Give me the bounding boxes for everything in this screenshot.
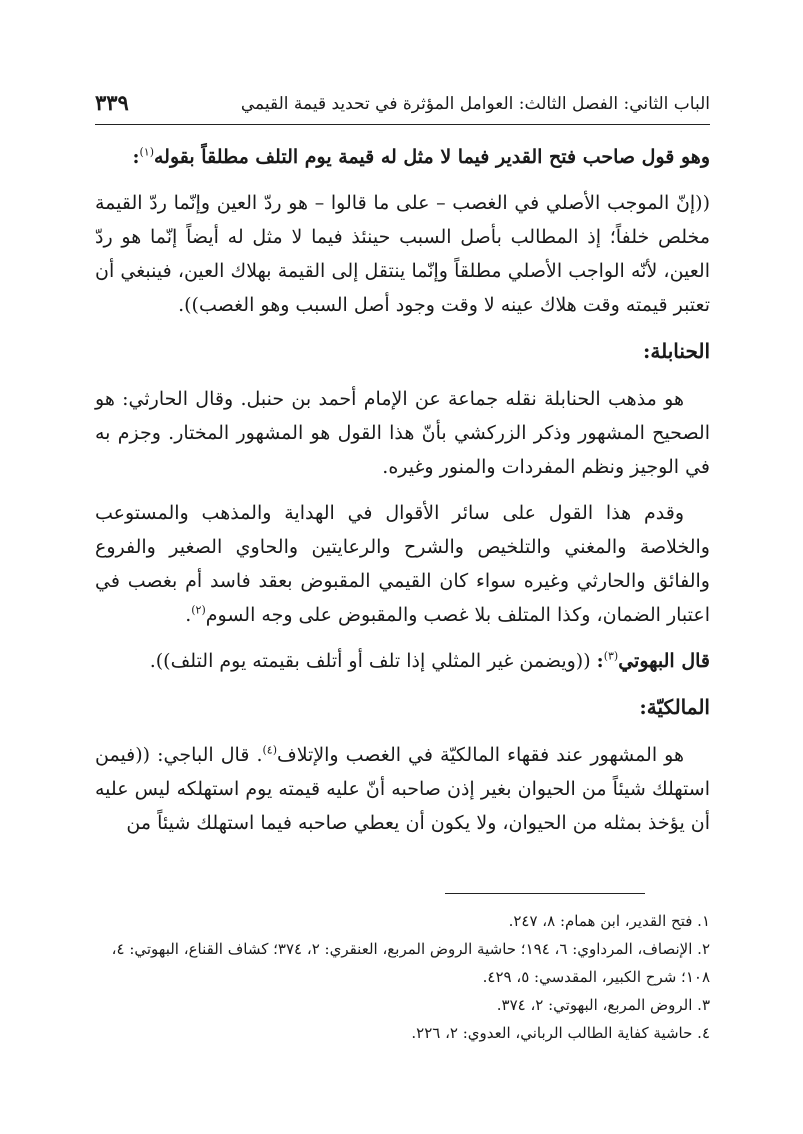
paragraph-malikiyya — [95, 738, 710, 840]
footnote-item: ٣. الروض المربع، البهوتي: ٢، ٣٧٤. — [496, 996, 710, 1014]
paragraph-hanabila-2-end: . — [185, 604, 192, 626]
footnote-item: ٢. الإنصاف، المرداوي: ٦، ١٩٤؛ حاشية الروض المربع، العنقري: ٢، ٣٧٤؛ كشاف القناع، البهوتي: ٤، ١٠٨؛ شرح الكبير، المقدسي: ٥، ٤٢٩. — [111, 940, 710, 986]
footnote-ref-1: (١) — [139, 145, 154, 159]
heading-hanabila: الحنابلة: — [643, 339, 710, 363]
main-text — [95, 140, 710, 852]
malikiyya-text-b: . قال الباجي: ((فيمن استهلك شيئاً من الحيوان بغير إذن صاحبه أنّ عليه قيمته يوم استهلكه ليس عليه أن يؤخذ بمثله من الحيوان، ولا يكون أن يعطي صاحبه فيما استهلك شيئاً من — [95, 744, 710, 834]
paragraph-hanabila-2-text: وقدم هذا القول على سائر الأقوال في الهداية والمذهب والمستوعب والخلاصة والمغني والتلخيص والشرح والرعايتين والحاوي الصغير والفروع والفائق والحارثي وغيره سواء كان القيمي المقبوض بعقد فاسد أم بغصب في اعتبار الضمان، وكذا المتلف بلا غصب والمقبوض على وجه السوم — [95, 502, 710, 626]
paragraph-quote-intro — [95, 140, 710, 174]
footnote-item: ٤. حاشية كفاية الطالب الرباني، العدوي: ٢، ٢٢٦. — [411, 1024, 710, 1042]
page-number: ٣٣٩ — [95, 90, 129, 115]
quote-intro-colon: : — [132, 146, 140, 168]
footnote-ref-3: (٣) — [603, 649, 619, 663]
paragraph-hanabila-2 — [95, 496, 710, 632]
paragraph-buhuti — [95, 644, 710, 678]
footnote-separator — [445, 893, 645, 894]
footnote-ref-2: (٢) — [191, 603, 206, 617]
heading-malikiyya: المالكيّة: — [639, 695, 710, 719]
buhuti-lead: قال البهوتي — [618, 650, 710, 672]
header-title: الباب الثاني: الفصل الثالث: العوامل المؤثرة في تحديد قيمة القيمي — [240, 94, 710, 114]
paragraph-hanabila-1: هو مذهب الحنابلة نقله جماعة عن الإمام أحمد بن حنبل. وقال الحارثي: هو الصحيح المشهور وذكر الزركشي بأنّ هذا القول هو المشهور المختار. وجزم به في الوجيز ونظم المفردات والمنور وغيره. — [95, 388, 710, 478]
malikiyya-text-a: هو المشهور عند فقهاء المالكيّة في الغصب والإتلاف — [277, 744, 684, 766]
running-header — [95, 84, 710, 125]
buhuti-quote: ((ويضمن غير المثلي إذا تلف أو أتلف بقيمته يوم التلف)). — [149, 650, 597, 672]
footnote-item: ١. فتح القدير، ابن همام: ٨، ٢٤٧. — [508, 912, 710, 930]
buhuti-colon: : — [596, 650, 604, 672]
paragraph-quote: ((إنّ الموجب الأصلي في الغصب – على ما قالوا – هو ردّ العين وإنّما ردّ القيمة مخلص خلفاً؛ إذ المطالب بأصل السبب حينئذ فيما لا مثل له أيضاً إنّما هو ردّ العين، لأنّه الواجب الأصلي مطلقاً وإنّما ينتقل إلى القيمة بهلاك العين، فينبغي أن تعتبر قيمته وقت هلاك عينه لا وقت وجود أصل السبب وهو الغصب)). — [95, 192, 710, 316]
footnotes — [95, 907, 710, 1047]
footnote-ref-4: (٤) — [262, 743, 277, 757]
quote-intro-text: وهو قول صاحب فتح القدير فيما لا مثل له قيمة يوم التلف مطلقاً بقوله — [154, 146, 710, 168]
